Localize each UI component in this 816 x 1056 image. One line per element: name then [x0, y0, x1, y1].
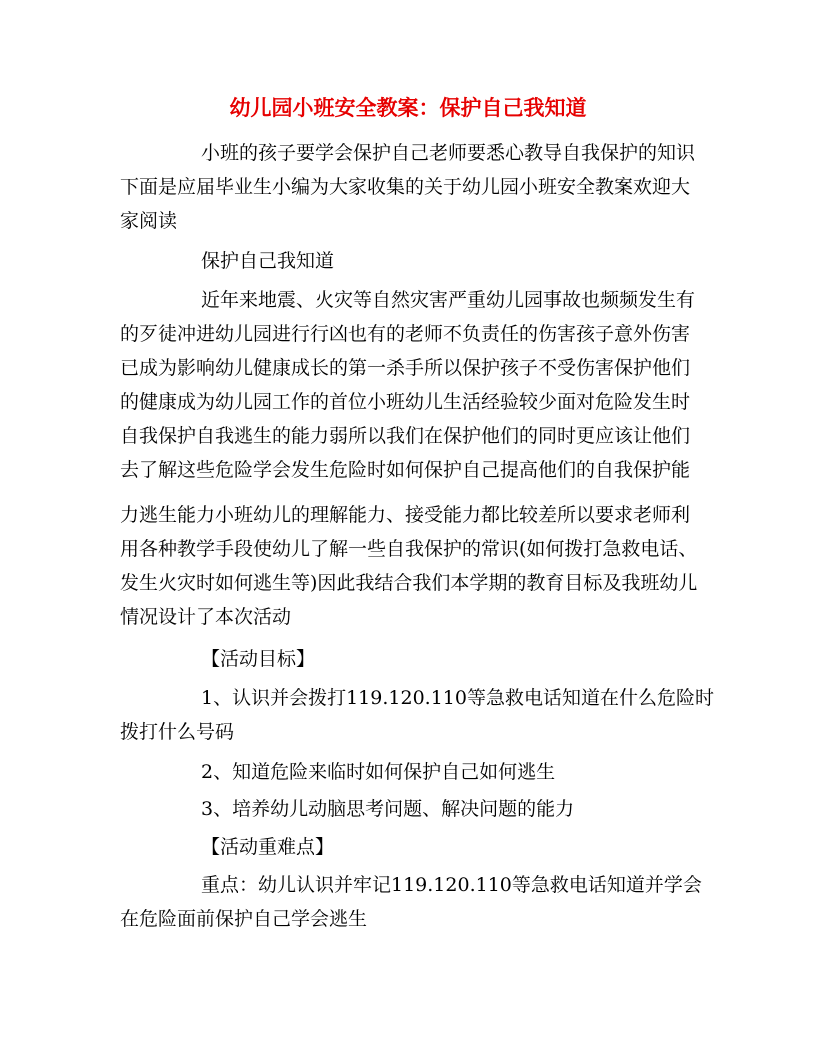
body-line-1: 近年来地震、火灾等自然灾害严重幼儿园事故也频频发生有 — [201, 289, 696, 311]
intro-line-3: 家阅读 — [120, 210, 178, 232]
goal-1-line-2: 拨打什么号码 — [120, 721, 235, 743]
body-line-7: 力逃生能力小班幼儿的理解能力、接受能力都比较差所以要求老师利 — [120, 504, 691, 526]
intro-line-1: 小班的孩子要学会保护自己老师要悉心教导自我保护的知识 — [201, 142, 696, 164]
body-line-10: 情况设计了本次活动 — [120, 606, 292, 628]
section-heading: 保护自己我知道 — [201, 250, 335, 272]
key-points-heading: 【活动重难点】 — [201, 836, 335, 858]
goals-heading: 【活动目标】 — [201, 648, 316, 670]
body-line-2: 的歹徒冲进幼儿园进行行凶也有的老师不负责任的伤害孩子意外伤害 — [120, 323, 691, 345]
body-line-3: 已成为影响幼儿健康成长的第一杀手所以保护孩子不受伤害保护他们 — [120, 357, 691, 379]
body-line-5: 自我保护自我逃生的能力弱所以我们在保护他们的同时更应该让他们 — [120, 425, 691, 447]
page-title: 幼儿园小班安全教案：保护自己我知道 — [229, 95, 587, 120]
body-line-6: 去了解这些危险学会发生危险时如何保护自己提高他们的自我保护能 — [120, 459, 691, 481]
goal-2: 2、知道危险来临时如何保护自己如何逃生 — [201, 761, 556, 783]
body-line-4: 的健康成为幼儿园工作的首位小班幼儿生活经验较少面对危险发生时 — [120, 391, 691, 413]
intro-line-2: 下面是应届毕业生小编为大家收集的关于幼儿园小班安全教案欢迎大 — [120, 176, 691, 198]
goal-1-line-1: 1、认识并会拨打119.120.110等急救电话知道在什么危险时 — [201, 687, 714, 709]
goal-3: 3、培养幼儿动脑思考问题、解决问题的能力 — [201, 798, 575, 820]
key-point-line-1: 重点：幼儿认识并牢记119.120.110等急救电话知道并学会 — [201, 874, 702, 896]
body-line-8: 用各种教学手段使幼儿了解一些自我保护的常识(如何拨打急救电话、 — [120, 538, 698, 560]
key-point-line-2: 在危险面前保护自己学会逃生 — [120, 908, 368, 930]
body-line-9: 发生火灾时如何逃生等)因此我结合我们本学期的教育目标及我班幼儿 — [120, 572, 698, 594]
